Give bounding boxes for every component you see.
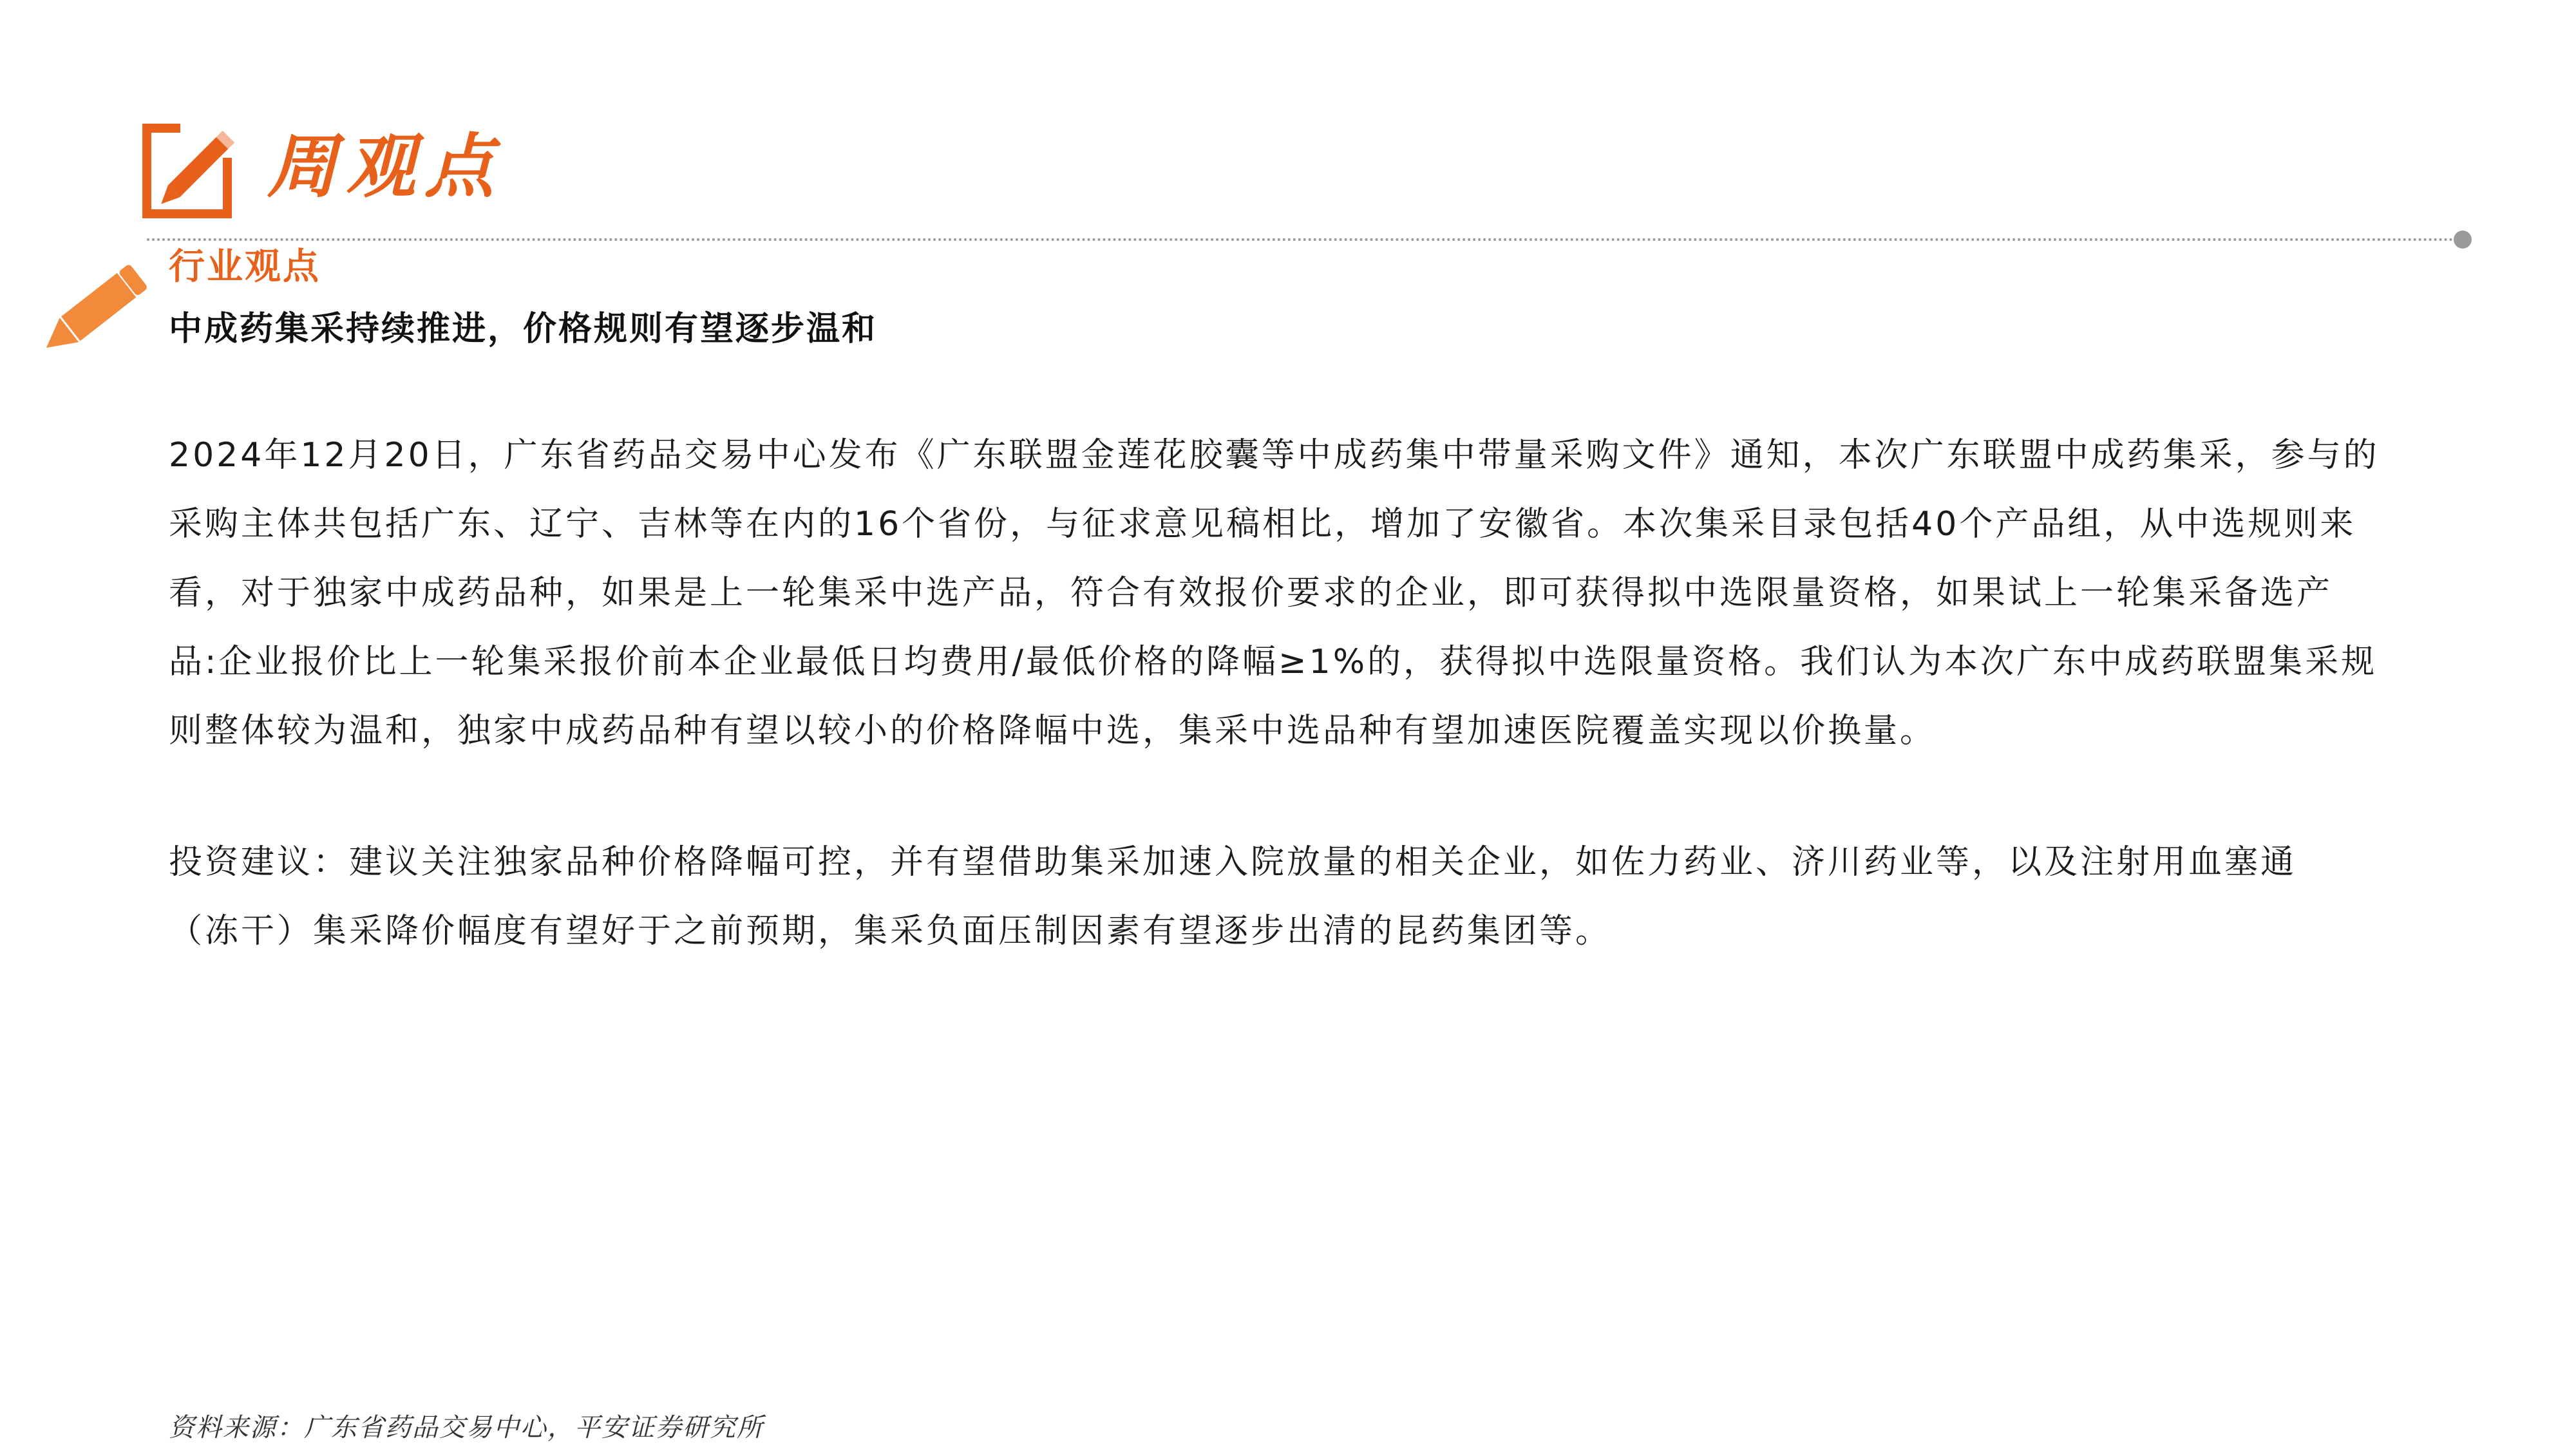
paragraph-line: 则整体较为温和，独家中成药品种有望以较小的价格降幅中选，集采中选品种有望加速医院覆盖实现以价换量。 xyxy=(169,712,1937,750)
divider-end-dot xyxy=(2454,231,2472,249)
section-subheading: 中成药集采持续推进，价格规则有望逐步温和 xyxy=(169,310,878,348)
pencil-icon xyxy=(40,245,156,361)
body-paragraph-recommendation xyxy=(169,828,2487,966)
source-note: 资料来源：广东省药品交易中心，平安证券研究所 xyxy=(169,1413,764,1443)
body-paragraph-analysis xyxy=(169,421,2487,766)
page-title: 周观点 xyxy=(267,127,504,207)
paragraph-line: 2024年12月20日，广东省药品交易中心发布《广东联盟金莲花胶囊等中成药集中带量采购文件》通知，本次广东联盟中成药集采，参与的 xyxy=(169,436,2380,475)
divider xyxy=(147,238,2465,241)
paragraph-line: 投资建议：建议关注独家品种价格降幅可控，并有望借助集采加速入院放量的相关企业，如佐力药业、济川药业等，以及注射用血塞通 xyxy=(169,843,2297,882)
paragraph-line: （冻干）集采降价幅度有望好于之前预期，集采负面压制因素有望逐步出清的昆药集团等。 xyxy=(169,912,1612,951)
section-heading: 行业观点 xyxy=(169,246,321,288)
paragraph-line: 采购主体共包括广东、辽宁、吉林等在内的16个省份，与征求意见稿相比，增加了安徽省。本次集采目录包括40个产品组，从中选规则来 xyxy=(169,505,2356,544)
paragraph-line: 看，对于独家中成药品种，如果是上一轮集采中选产品，符合有效报价要求的企业，即可获得拟中选限量资格，如果试上一轮集采备选产 xyxy=(169,574,2333,612)
paragraph-line: 品:企业报价比上一轮集采报价前本企业最低日均费用/最低价格的降幅≥1%的，获得拟中选限量资格。我们认为本次广东中成药联盟集采规 xyxy=(169,643,2378,681)
edit-box-icon xyxy=(142,119,242,219)
